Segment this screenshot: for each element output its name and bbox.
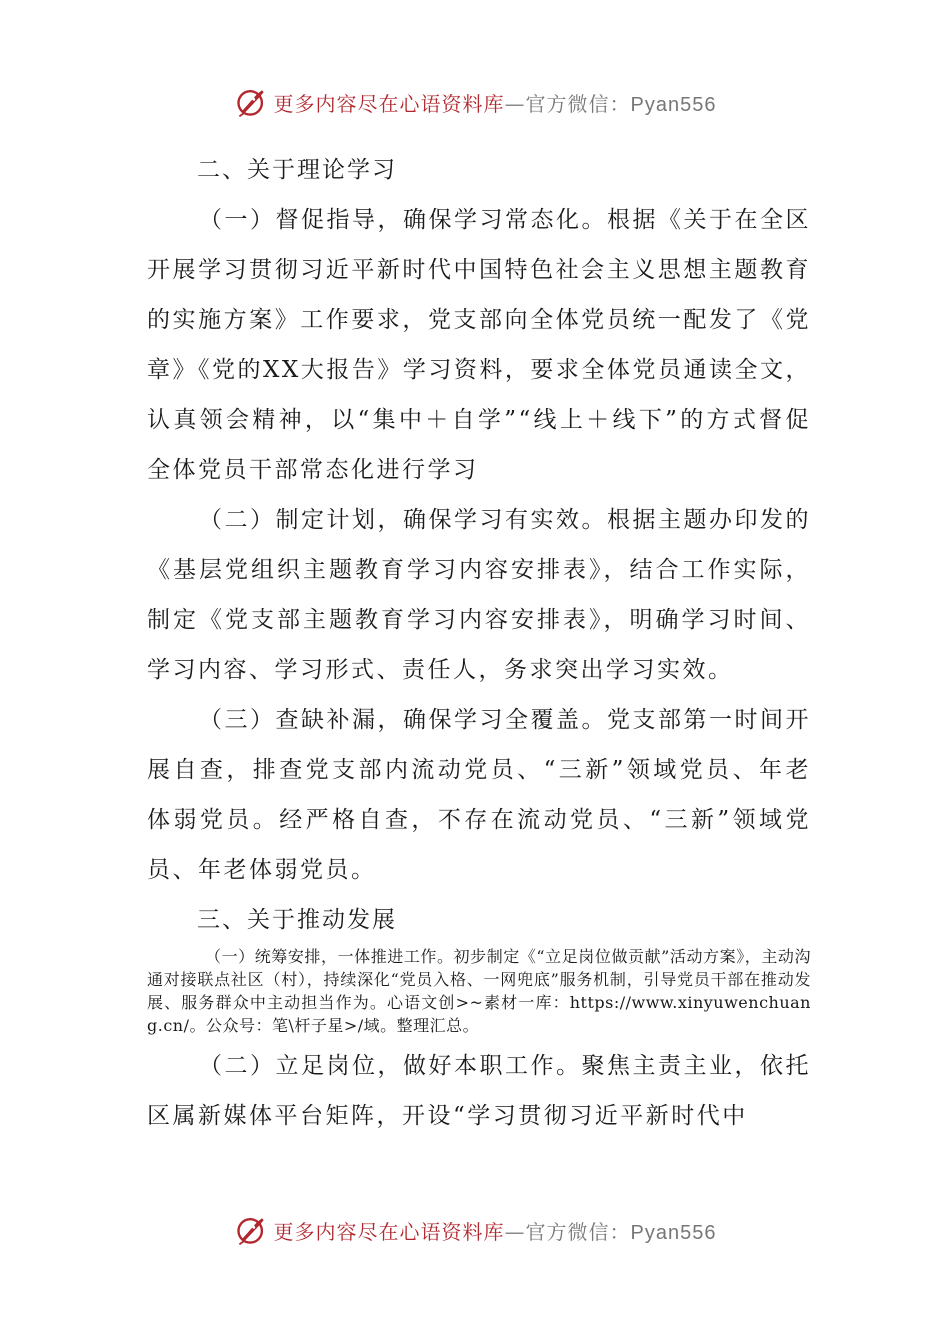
watermark-wechat-label: 官方微信：	[525, 1219, 631, 1244]
watermark-dash: —	[504, 91, 526, 116]
watermark-wechat-label: 官方微信：	[525, 91, 631, 116]
paragraph: （三）查缺补漏，确保学习全覆盖。党支部第一时间开展自查，排查党支部内流动党员、“三新”领域党员、年老体弱党员。经严格自查，不存在流动党员、“三新”领域党员、年老体弱党员。	[147, 707, 811, 883]
watermark-dash: —	[504, 1219, 526, 1244]
section-heading-theory-study: 二、关于理论学习	[197, 157, 397, 183]
watermark-text	[274, 88, 717, 117]
pen-nib-icon	[234, 1212, 270, 1248]
paragraph: （二）制定计划，确保学习有实效。根据主题办印发的《基层党组织主题教育学习内容安排表》，结合工作实际，制定《党支部主题教育学习内容安排表》，明确学习时间、学习内容、学习形式、责任人，务求突出学习实效。	[147, 507, 811, 683]
paragraph: （二）立足岗位，做好本职工作。聚焦主责主业，依托区属新媒体平台矩阵，开设“学习贯彻习近平新时代中	[147, 1053, 811, 1129]
watermark-wechat-id: Pyan556	[630, 1221, 717, 1244]
paragraph: （一）督促指导，确保学习常态化。根据《关于在全区开展学习贯彻习近平新时代中国特色社会主义思想主题教育的实施方案》工作要求，党支部向全体党员统一配发了《党章》《党的XX大报告》学习资料，要求全体党员通读全文，认真领会精神，以“集中＋自学”“线上＋线下”的方式督促全体党员干部常态化进行学习	[147, 207, 811, 483]
header-watermark	[0, 80, 950, 124]
pen-nib-icon	[234, 84, 270, 120]
section-heading-promote-development: 三、关于推动发展	[197, 907, 397, 933]
footer-watermark	[0, 1208, 950, 1252]
paragraph-small: （一）统筹安排，一体推进工作。初步制定《“立足岗位做贡献”活动方案》，主动沟通对接联点社区（村），持续深化“党员入格、一网兜底”服务机制，引导党员干部在推动发展、服务群众中主动担当作为。心语文创>~素材一库：https://www.xinyuwenchuang.cn/。公众号：笔\杆子星>/域。整理汇总。	[147, 947, 811, 1035]
watermark-text	[274, 1216, 717, 1245]
document-body	[147, 145, 811, 1141]
watermark-site-text: 更多内容尽在心语资料库	[273, 91, 505, 116]
watermark-wechat-id: Pyan556	[630, 93, 717, 116]
watermark-site-text: 更多内容尽在心语资料库	[273, 1219, 505, 1244]
